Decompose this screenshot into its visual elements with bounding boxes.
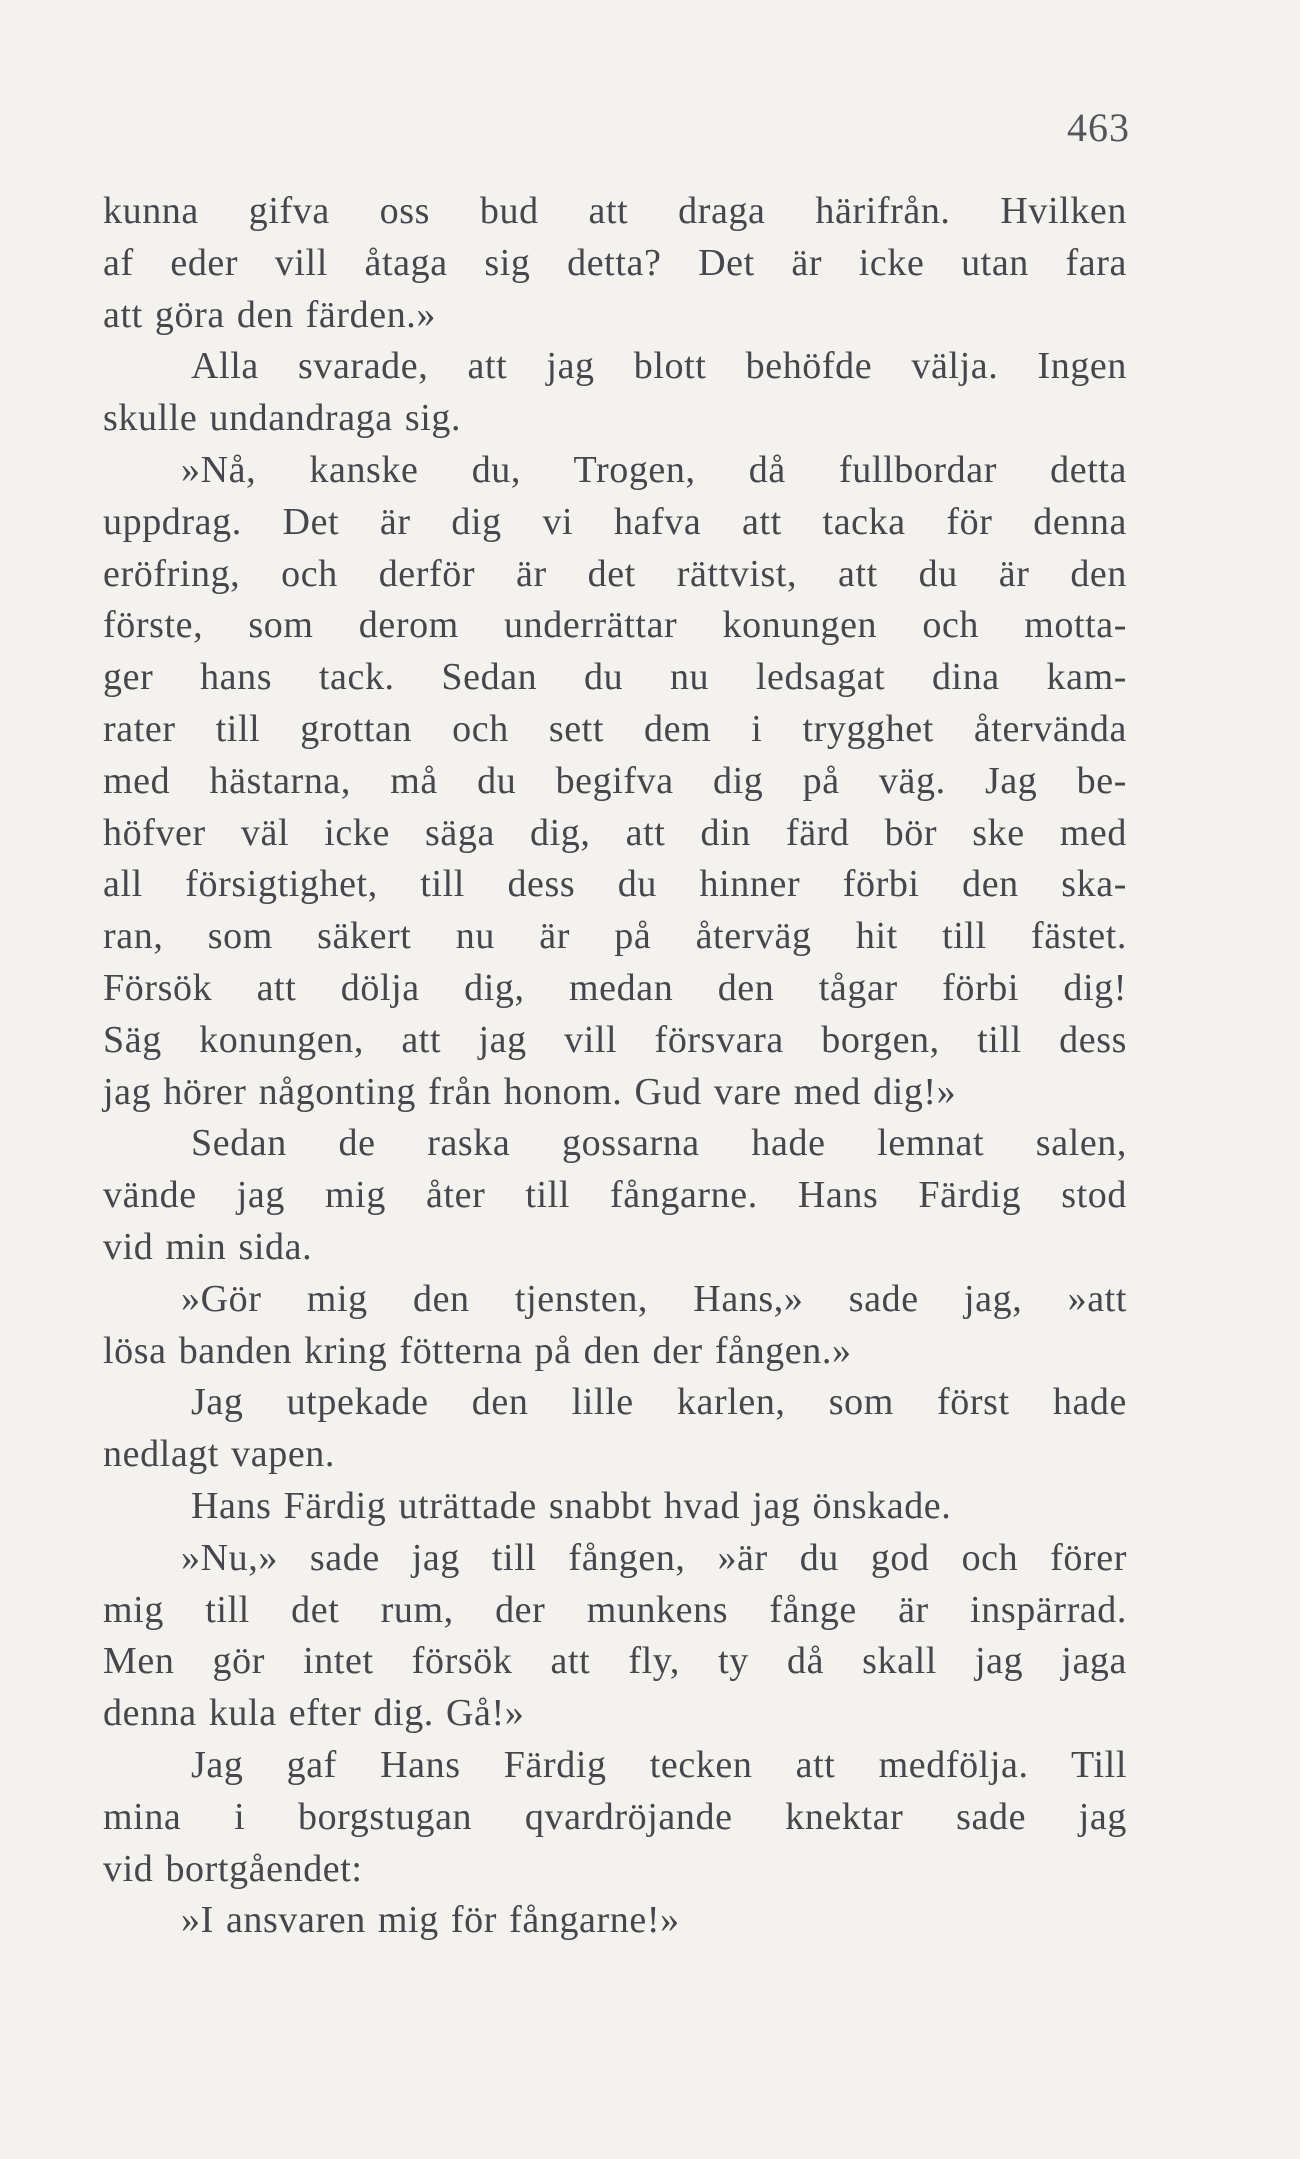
page-number: 463 — [1067, 105, 1130, 150]
text-line: all försigtighet, till dess du hinner förbi den ska- — [103, 863, 1127, 906]
text-line: »I ansvaren mig för fångarne!» — [181, 1899, 680, 1942]
text-line: Jag gaf Hans Färdig tecken att medfölja. Till — [191, 1743, 1127, 1786]
text-line: af eder vill åtaga sig detta? Det är icke utan fara — [103, 241, 1127, 284]
text-line: Men gör intet försök att fly, ty då skall jag jaga — [103, 1640, 1127, 1683]
text-line: Alla svarade, att jag blott behöfde välja. Ingen — [191, 345, 1127, 388]
text-line: Hans Färdig uträttade snabbt hvad jag önskade. — [191, 1484, 952, 1527]
text-line: Försök att dölja dig, medan den tågar förbi dig! — [103, 966, 1127, 1009]
text-line: mina i borgstugan qvardröjande knektar sade jag — [103, 1795, 1127, 1838]
text-line: ger hans tack. Sedan du nu ledsagat dina kam- — [103, 656, 1127, 699]
text-line: rater till grottan och sett dem i trygghet återvända — [103, 707, 1127, 750]
text-line: vid bortgåendet: — [103, 1847, 363, 1890]
body-text — [103, 186, 1127, 1947]
text-line: ran, som säkert nu är på återväg hit till fästet. — [103, 915, 1127, 958]
text-line: att göra den färden.» — [103, 293, 437, 336]
text-line: med hästarna, må du begifva dig på väg. Jag be- — [103, 759, 1127, 802]
text-line: jag hörer någonting från honom. Gud vare med dig!» — [103, 1070, 957, 1113]
text-line: vid min sida. — [103, 1225, 313, 1268]
text-line: »Nå, kanske du, Trogen, då fullbordar detta — [181, 448, 1127, 491]
text-line: skulle undandraga sig. — [103, 397, 462, 440]
text-line: mig till det rum, der munkens fånge är inspärrad. — [103, 1588, 1127, 1631]
text-line: förste, som derom underrättar konungen och motta- — [103, 604, 1127, 647]
text-line: vände jag mig åter till fångarne. Hans Färdig stod — [103, 1174, 1127, 1217]
text-line: Sedan de raska gossarna hade lemnat salen, — [191, 1122, 1127, 1165]
text-line: nedlagt vapen. — [103, 1433, 335, 1476]
text-line: »Gör mig den tjensten, Hans,» sade jag, »att — [181, 1277, 1127, 1320]
text-line: lösa banden kring fötterna på den der fången.» — [103, 1329, 852, 1372]
text-line: denna kula efter dig. Gå!» — [103, 1692, 525, 1735]
text-line: höfver väl icke säga dig, att din färd bör ske med — [103, 811, 1127, 854]
text-line: kunna gifva oss bud att draga härifrån. Hvilken — [103, 190, 1127, 232]
text-line: »Nu,» sade jag till fången, »är du god och förer — [181, 1536, 1127, 1579]
text-line: Säg konungen, att jag vill försvara borgen, till dess — [103, 1018, 1127, 1061]
text-line: uppdrag. Det är dig vi hafva att tacka för denna — [103, 500, 1127, 543]
text-line: eröfring, och derför är det rättvist, att du är den — [103, 552, 1127, 595]
text-line: Jag utpekade den lille karlen, som först hade — [191, 1381, 1127, 1424]
